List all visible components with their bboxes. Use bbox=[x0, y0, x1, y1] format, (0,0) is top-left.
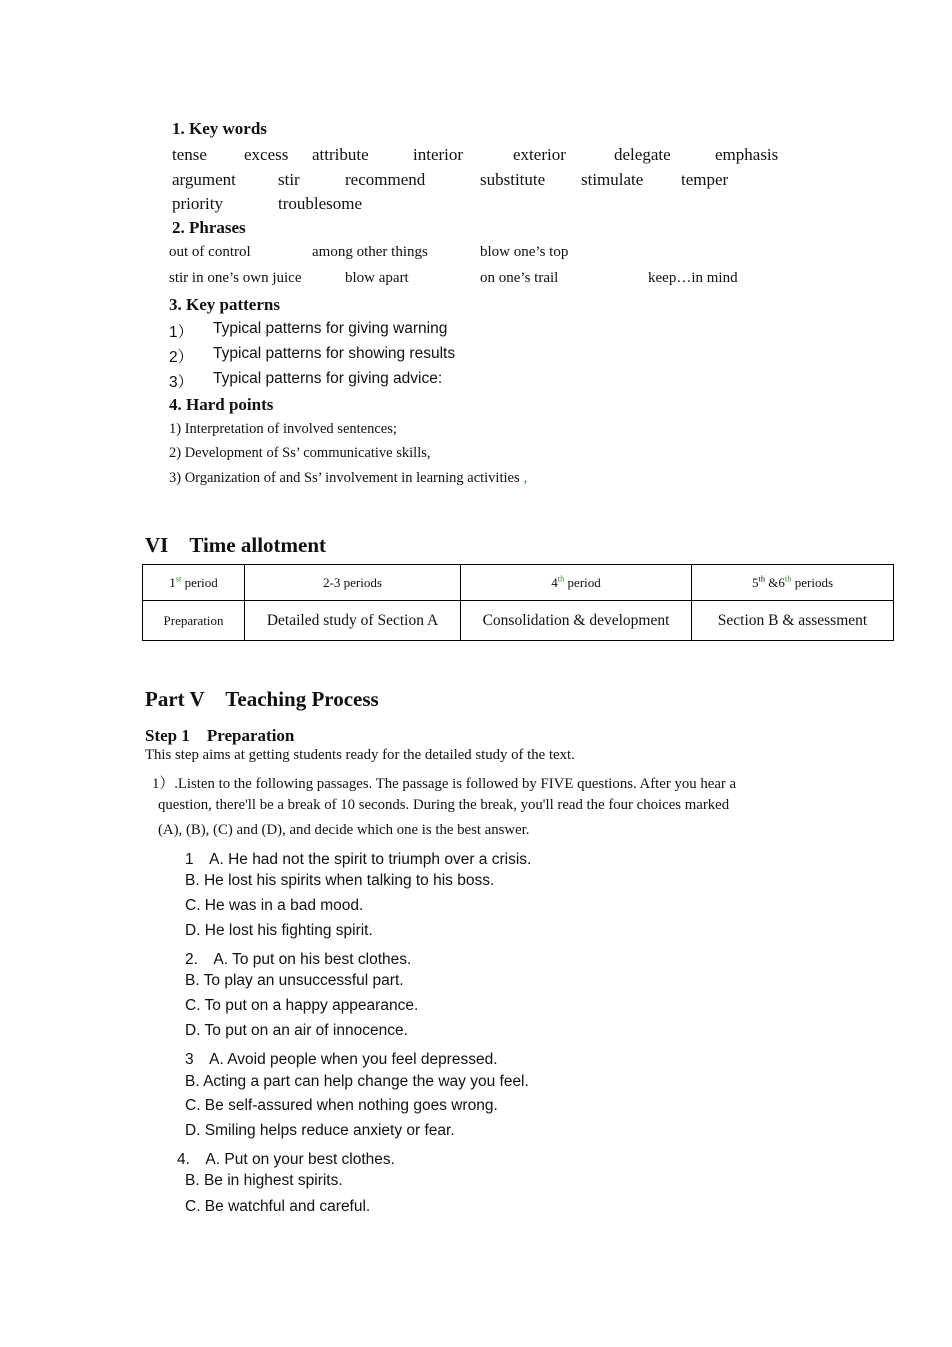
phrase: out of control bbox=[169, 244, 251, 260]
listening-instruction: 1）.Listen to the following passages. The passage is followed by FIVE questions. After you hear a bbox=[152, 776, 737, 792]
table-header-row bbox=[143, 565, 894, 601]
phrase: keep…in mind bbox=[648, 270, 738, 286]
table-content-row bbox=[143, 601, 894, 641]
hard-point: 2) Development of Ss’ communicative skills, bbox=[169, 445, 431, 461]
pattern-number: 2） bbox=[169, 349, 194, 366]
key-word: delegate bbox=[614, 145, 671, 164]
key-words-heading: 1. Key words bbox=[172, 119, 267, 138]
table-header-cell: 5th &6th periods bbox=[692, 565, 894, 601]
pattern-text: Typical patterns for giving advice: bbox=[213, 370, 443, 387]
question-option: D. Smiling helps reduce anxiety or fear. bbox=[185, 1122, 455, 1139]
table-cell: Consolidation & development bbox=[461, 601, 692, 641]
phrase: among other things bbox=[312, 244, 428, 260]
question-option: 3 A. Avoid people when you feel depressed. bbox=[185, 1051, 498, 1068]
table-header-cell: 1st period bbox=[143, 565, 245, 601]
hard-point: 3) Organization of and Ss’ involvement in learning activities , bbox=[169, 470, 528, 486]
key-word: excess bbox=[244, 145, 289, 164]
key-word: exterior bbox=[513, 145, 566, 164]
table-cell: Detailed study of Section A bbox=[245, 601, 461, 641]
key-word: troublesome bbox=[278, 194, 363, 213]
question-option: D. To put on an air of innocence. bbox=[185, 1022, 408, 1039]
key-word: recommend bbox=[345, 170, 426, 189]
key-patterns-heading: 3. Key patterns bbox=[169, 295, 280, 314]
question-option: B. Be in highest spirits. bbox=[185, 1172, 343, 1189]
pattern-text: Typical patterns for giving warning bbox=[213, 320, 448, 337]
question-option: C. To put on a happy appearance. bbox=[185, 997, 419, 1014]
question-option: B. He lost his spirits when talking to his boss. bbox=[185, 872, 495, 889]
key-word: substitute bbox=[480, 170, 546, 189]
question-option: 2. A. To put on his best clothes. bbox=[185, 951, 412, 968]
table-header-cell: 4th period bbox=[461, 565, 692, 601]
key-word: emphasis bbox=[715, 145, 779, 164]
question-option: B. To play an unsuccessful part. bbox=[185, 972, 404, 989]
step-intro: This step aims at getting students ready for the detailed study of the text. bbox=[145, 747, 575, 763]
phrases-heading: 2. Phrases bbox=[172, 218, 246, 237]
time-allotment-table bbox=[142, 564, 894, 641]
question-option: B. Acting a part can help change the way you feel. bbox=[185, 1073, 529, 1090]
phrase: stir in one’s own juice bbox=[169, 270, 302, 286]
hard-point: 1) Interpretation of involved sentences; bbox=[169, 421, 397, 437]
question-option: C. He was in a bad mood. bbox=[185, 897, 364, 914]
key-word: stir bbox=[278, 170, 300, 189]
step-heading: Step 1 Preparation bbox=[145, 726, 295, 745]
question-option: D. He lost his fighting spirit. bbox=[185, 922, 373, 939]
listening-instruction: (A), (B), (C) and (D), and decide which one is the best answer. bbox=[158, 822, 530, 838]
key-word: interior bbox=[413, 145, 464, 164]
table-cell: Preparation bbox=[143, 601, 245, 641]
question-option: C. Be watchful and careful. bbox=[185, 1198, 371, 1215]
time-allotment-heading: VI Time allotment bbox=[145, 533, 327, 557]
phrase: blow one’s top bbox=[480, 244, 569, 260]
key-word: attribute bbox=[312, 145, 369, 164]
pattern-number: 1） bbox=[169, 324, 194, 341]
question-option: C. Be self-assured when nothing goes wrong. bbox=[185, 1097, 498, 1114]
question-option: 1 A. He had not the spirit to triumph over a crisis. bbox=[185, 851, 532, 868]
phrase: blow apart bbox=[345, 270, 409, 286]
key-word: tense bbox=[172, 145, 207, 164]
table-cell: Section B & assessment bbox=[692, 601, 894, 641]
teaching-process-heading: Part V Teaching Process bbox=[145, 687, 379, 711]
hard-points-heading: 4. Hard points bbox=[169, 395, 274, 414]
listening-instruction: question, there'll be a break of 10 seconds. During the break, you'll read the four choices marked bbox=[158, 797, 730, 813]
phrase: on one’s trail bbox=[480, 270, 559, 286]
trailing-comma: , bbox=[523, 470, 528, 486]
pattern-number: 3） bbox=[169, 374, 194, 391]
pattern-text: Typical patterns for showing results bbox=[213, 345, 456, 362]
question-option: 4. A. Put on your best clothes. bbox=[177, 1151, 395, 1168]
key-word: temper bbox=[681, 170, 729, 189]
key-word: argument bbox=[172, 170, 236, 189]
table-header-cell: 2-3 periods bbox=[245, 565, 461, 601]
key-word: stimulate bbox=[581, 170, 644, 189]
key-word: priority bbox=[172, 194, 223, 213]
